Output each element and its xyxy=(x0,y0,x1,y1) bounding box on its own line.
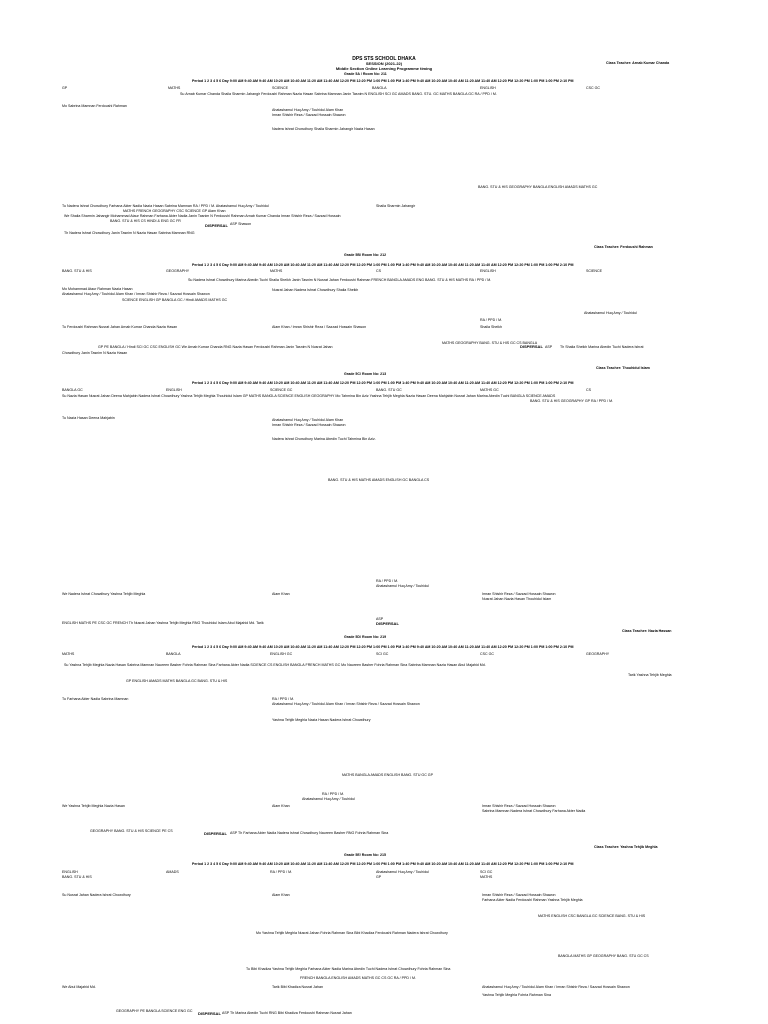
cell-text: ASP Shawon xyxy=(230,222,252,226)
cell-text: MATHS xyxy=(168,86,181,90)
cell-text: BANG. STU & HIS GEOGRAPHY BANGLA ENGLISH AMADS MATHS GC xyxy=(478,185,598,189)
cell-text: BANG. STU & HIS xyxy=(62,269,92,273)
grade-title-5a: Grade 5A / Room No: 211 xyxy=(344,72,387,76)
cell-text: GEOGRAPHY xyxy=(586,652,610,656)
grade-title-5d: Grade 5D/ Room No: 219 xyxy=(344,635,387,639)
thursday-row-5e: GEOGRAPHY PE BANGLA SCIENCE ENG GC xyxy=(116,1009,193,1013)
cell-text: CS xyxy=(376,269,381,273)
wednesday-row-5d: We Yashna Tehjib Meghla Nazia Hasan xyxy=(62,804,125,808)
grade-title-5b: Grade 5B/ Room No: 212 xyxy=(344,253,387,257)
cell-text: SCI GC xyxy=(376,652,389,656)
cell-text: Imran Shishir Reza / Sazzad Hossain Shawon xyxy=(482,893,556,897)
grade-title-5c: Grade 5C/ Room No: 213 xyxy=(344,372,387,376)
cell-text: MATHS xyxy=(270,269,283,273)
dispersal-5c: DISPERSAL xyxy=(376,621,399,626)
document-subtitle: Middle Section Online Learning Programme timing xyxy=(335,66,433,71)
cell-text: BANG. STU & HIS xyxy=(62,875,92,879)
cell-text: Tarik Bibi Khadiza Nusrat Jahan xyxy=(272,985,323,989)
cell-text: AMADS xyxy=(166,870,179,874)
class-teacher-5a: Class Teacher: Arnab Kumar Chanda xyxy=(606,61,670,65)
cell-text: Shaila Sheikh xyxy=(480,325,502,329)
cell-text: Ahatashamul Huq Amy / Touhidul Alam Khan xyxy=(272,108,344,112)
cell-text: Ahatashamul Huq Amy / Touhidul Alam Khan / Imran Shishir Reza / Sazzad Hossain Shawon xyxy=(62,292,210,296)
thursday-row-5d: GEOGRAPHY BANG. STU & HIS SCIENCE PE CS xyxy=(90,829,173,833)
cell-text: Imran Shishir Reza / Sazzad Hossain Shawon xyxy=(482,592,556,596)
cell-text: Nadera Ishrat Chowdhury Shaila Sharmin Jahangir Nazia Hasan xyxy=(272,127,375,131)
period-line-5b: Period 1 2 3 4 5 6 Day 9:00 AM 9:40 AM 9:40 AM 10:20 AM 10:40 AM 11:20 AM 11:40 AM 12:20 PM 12:20 PM 1:00 PM 1:00 PM 1:40 PM 9:40 AM 10:20 AM 10:40 AM 11:20 AM 11:40 AM 12:20 PM 12:20 PM 1:00 PM 1:00 PM 2:10 PM xyxy=(192,263,574,267)
cell-text: BANG. STU & HIS CS HINDI & ENG GC FR xyxy=(110,219,181,223)
tuesday-row-5d: Tu Farhana Akter Nadia Sabrina Mamnan xyxy=(62,697,129,701)
cell-text: ASP xyxy=(545,345,553,349)
cell-text: Tarik Yashna Tehjib Meghla xyxy=(628,673,672,677)
cell-text: Alam Khan xyxy=(272,592,290,596)
cell-text: BANG. STU GC xyxy=(376,388,402,392)
cell-text: MATHS GC xyxy=(480,388,499,392)
grade-title-5e: Grade 5E/ Room No: 215 xyxy=(344,853,386,857)
cell-text: RA / PPD / M. xyxy=(272,697,295,701)
cell-text: RA / PPD / M. xyxy=(376,579,399,583)
cell-text: MATHS ENGLISH CSC BANGLA GC SCIENCE BANG. STU & HIS xyxy=(538,914,646,918)
cell-text: BANGLA GC xyxy=(62,388,83,392)
cell-text: SCIENCE GC xyxy=(270,388,293,392)
class-teacher-5d: Class Teacher: Nazia Hassan xyxy=(622,629,672,633)
sunday-row-5a: Su Arnab Kumar Chanda Shaila Sharmin Jahangir Ferdoushi Rahman Nazia Hasan Sabrina Mamnan Janin Tasnim N ENGLISH SCI GC AMADS BANG. STU. GC MATHS BANGLA GC RA / PPD / M. xyxy=(180,92,497,96)
thursday-row-5c: ENGLISH MATHS PE CSC GC FRENCH Th Nusrat Jahan Yashna Tehjib Meghla RNG Thouhidul Islam Abul Majahid Md. Tarik xyxy=(62,621,264,625)
cell-text: FRENCH BANGLA ENGLISH AMADS MATHS GC CS GC RA / PPD / M. xyxy=(300,976,416,980)
cell-text: Imran Shishir Reza / Sazzad Hossain Shawon xyxy=(482,804,556,808)
school-name: DPS STS SCHOOL DHAKA xyxy=(352,56,416,62)
cell-text: RA / PPD / M. xyxy=(480,318,503,322)
dispersal-5b: DISPERSAL xyxy=(520,344,543,349)
cell-text: Ahatashamul Huq Amy / Touhidul Alam Khan / Imran Shishir Reza / Sazzad Hossain Shawon xyxy=(272,702,420,706)
cell-text: SCIENCE xyxy=(586,269,602,273)
sunday-row-5b: Su Nadera Ishrat Chowdhury Marina Abedin Tuchi Shaila Sheikh Janin Tasnim N Nusrat Jahan Ferdoushi Rahman FRENCH BANGLA AMADS ENG BANG. STU & HIS MATHS RA / PPD / M. xyxy=(188,278,492,282)
cell-text: Imran Shishir Reza / Sazzad Hossain Shawon xyxy=(272,423,346,427)
cell-text: Alam Khan / Imran Shishir Reza / Sazzad Hossain Shawon xyxy=(272,325,367,329)
cell-text: CSC GC xyxy=(586,86,600,90)
cell-text: MATHS FRENCH GEOGRAPHY CSC SCIENCE GP Alam Khan xyxy=(123,209,226,213)
cell-text: Ahatashamul Huq Amy / Touhidul xyxy=(584,311,637,315)
class-teacher-5c: Class Teacher: Thouhidul Islam xyxy=(596,366,650,370)
cell-text: Ahatashamul Huq Amy / Touhidul Alam Khan / Imran Shishir Reza / Sazzad Hossain Shawon xyxy=(482,985,630,989)
session-label: SESSION (2021-22) xyxy=(365,61,403,66)
cell-text: ASP Th Marina Abedin Tuchi RNG Bibi Khadiza Ferdoushi Rahman Nusrat Jahan xyxy=(222,1011,352,1015)
tuesday-row-5c: Tu Nazia Hasan Deena Mahjabin xyxy=(62,416,115,420)
cell-text: Imran Shishir Reza / Sazzad Hossain Shawon xyxy=(272,113,346,117)
cell-text: Ahatashamul Huq Amy / Touhidul Alam Khan xyxy=(272,418,344,422)
cell-text: MATHS xyxy=(480,875,493,879)
dispersal-5e: DISPERSAL xyxy=(198,1011,221,1016)
cell-text: ENGLISH GC xyxy=(270,652,293,656)
cell-text: ENGLISH xyxy=(480,269,496,273)
wednesday-row-5c: We Nadera Ishrat Chowdhury Yashna Tehjib Meghla xyxy=(62,592,146,596)
cell-text: MATHS BANGLA AMADS ENGLISH BANG. STU GC GP xyxy=(342,773,433,777)
cell-text: RA / PPD / M. xyxy=(270,870,293,874)
cell-text: CSC GC xyxy=(480,652,494,656)
cell-text: Alam Khan xyxy=(272,804,290,808)
period-line-5c: Period 1 2 3 4 5 6 Day 9:00 AM 9:40 AM 9:40 AM 10:20 AM 10:40 AM 11:20 AM 11:40 AM 12:20 PM 12:20 PM 1:00 PM 1:00 PM 1:40 PM 9:40 AM 10:20 AM 10:40 AM 11:20 AM 11:40 AM 12:20 PM 12:20 PM 1:00 PM 1:00 PM 2:10 PM xyxy=(192,381,574,385)
cell-text: MATHS xyxy=(62,652,75,656)
sunday-row-5e: Su Nusrat Jahan Nadera Ishrat Chowdhury xyxy=(62,893,131,897)
monday-row-5a: Mo Sabrina Mamnan Ferdoushi Rahman xyxy=(62,104,127,108)
thursday-row-5a: Th Nadera Ishrat Chowdhury Janin Tasnim N Nazia Hasan Sabrina Mamnan RNG xyxy=(64,231,195,235)
cell-text: Yashna Tehjib Meghla Fohria Rahman Sina xyxy=(482,993,551,997)
cell-text: ASP Th Farhana Akter Nadia Nadera Ishrat Chowdhury Naureen Basher RNG Fohria Rahman Sina xyxy=(230,831,389,835)
cell-text: Ahatashamul Huq Amy / Touhidul xyxy=(302,797,355,801)
cell-text: BANGLA MATHS GP GEOGRAPHY BANG. STU GC CS xyxy=(558,954,649,958)
cell-text: BANG. STU & HIS GEOGRAPHY GP RA / PPD / M. xyxy=(530,399,614,403)
cell-text: CS xyxy=(586,388,591,392)
cell-text: BANGLA xyxy=(166,652,181,656)
cell-text: Alam Khan xyxy=(272,893,290,897)
period-line-5d: Period 1 2 3 4 5 6 Day 9:00 AM 9:40 AM 9:40 AM 10:20 AM 10:40 AM 11:20 AM 11:40 AM 12:20 PM 12:20 PM 1:00 PM 1:00 PM 1:40 PM 9:40 AM 10:20 AM 10:40 AM 11:20 AM 11:40 AM 12:20 PM 12:20 PM 1:00 PM 1:00 PM 2:10 PM xyxy=(192,645,574,649)
thursday-row-5b: Th Shaila Sheikh Marina Abedin Tuchi Nadera Ishrat xyxy=(560,345,644,349)
dispersal-5a: DISPERSAL xyxy=(205,223,228,228)
period-line-5a: Period 1 2 3 4 5 6 Day 9:00 AM 9:40 AM 9:40 AM 10:20 AM 10:40 AM 11:20 AM 11:40 AM 12:20 PM 12:20 PM 1:00 PM 1:00 PM 1:40 PM 9:40 AM 10:20 AM 10:40 AM 11:20 AM 11:40 AM 12:20 PM 12:20 PM 1:00 PM 1:00 PM 2:10 PM xyxy=(192,79,574,83)
cell-text: GP xyxy=(376,875,382,879)
cell-text: BANGLA xyxy=(372,86,387,90)
cell-text: Ahatashamul Huq Amy / Touhidul xyxy=(376,584,429,588)
cell-text: GP ENGLISH AMADS MATHS BANGLA GC BANG. STU & HIS xyxy=(126,679,228,683)
cell-text: SCI GC xyxy=(480,870,493,874)
cell-text: RA / PPD / M. xyxy=(322,792,345,796)
cell-text: MATHS GEOGRAPHY BANG. STU & HIS GC CS BANGLA xyxy=(442,341,538,345)
cell-text: Shaila Sharmin Jahangir xyxy=(376,204,416,208)
wednesday-row-5b: GP PE BANGLA / Hindi SCI GC CSC ENGLISH GC We Arnab Kumar Chanda RNG Nazia Hasan Ferdoushi Rahman Janin Tasnim N Nusrat Jahan xyxy=(98,345,333,349)
wednesday-row-5a: We Shaila Sharmin Jahangir Mohammad Ataur Rahman Farhana Akter Nadia Janin Tasnim N Ferdoushi Rahman Arnab Kumar Chanda Imran Shishir Reza / Sazzad Hossain xyxy=(64,214,341,218)
cell-text: Farhana Akter Nadia Ferdoushi Rahman Yashna Tehjib Meghla xyxy=(482,898,583,902)
period-line-5e: Period 1 2 3 4 5 6 Day 9:00 AM 9:40 AM 9:40 AM 10:20 AM 10:40 AM 11:20 AM 11:40 AM 12:20 PM 12:20 PM 1:00 PM 1:00 PM 1:40 PM 9:40 AM 10:20 AM 10:40 AM 11:20 AM 11:40 AM 12:20 PM 12:20 PM 1:00 PM 1:00 PM 2:10 PM xyxy=(192,862,574,866)
tuesday-row-5b: Tu Ferdoushi Rahman Nusrat Jahan Arnab Kumar Chanda Nazia Hasan xyxy=(62,325,178,329)
class-teacher-5b: Class Teacher: Ferdoushi Rahman xyxy=(594,245,653,249)
cell-text: ASP xyxy=(376,617,384,621)
cell-text: Ahatashamul Huq Amy / Touhidul xyxy=(376,870,429,874)
cell-text: SCIENCE xyxy=(272,86,288,90)
monday-row-5e: Mo Yashna Tehjib Meghla Nusrat Jahan Fohria Rahman Sina Bibi Khadiza Ferdoushi Rahman Nadera Ishrat Chowdhury xyxy=(256,931,448,935)
cell-text: GP xyxy=(62,86,68,90)
cell-text: Nusrat Jahan Nadera Ishrat Chowdhury Shaila Sheikh xyxy=(272,288,359,292)
sunday-row-5c: Su Nazia Hasan Nusrat Jahan Deena Mahjabin Nadera Ishrat Chowdhury Yashna Tehjib Meghla Thouhidul Islam GP MATHS BANGLA SCIENCE ENGLISH GEOGRAPHY Mo Tahmina Bin Aziz Yashna Tehjib Meghla Nazia Hasan Deena Mahjabin Nusrat Jahan Marina Abedin Tuchi BANGLA SCIENCE AMADS xyxy=(62,394,556,398)
cell-text: Sabrina Mamnan Nadera Ishrat Chowdhury Farhana Akter Nadia xyxy=(482,809,586,813)
cell-text: BANG. STU & HIS MATHS AMADS ENGLISH GC BANGLA CS xyxy=(328,478,430,482)
cell-text: Yashna Tehjib Meghla Nazia Hasan Nadera Ishrat Chowdhury xyxy=(272,718,371,722)
cell-text: Nadera Ishrat Chowdhury Marina Abedin Tuchi Tahmina Bin Aziz. xyxy=(272,437,376,441)
cell-text: Nusrat Jahan Nazia Hasan Thouhidul Islam xyxy=(482,597,552,601)
cell-text: ENGLISH xyxy=(62,870,78,874)
tuesday-row-5a: Tu Nadera Ishrat Chowdhury Farhana Akter Nadia Nazia Hasan Sabrina Mamnan RA / PPD / M. Ahatashamul Huq Amy / Touhidul xyxy=(62,204,269,208)
tuesday-row-5e: Tu Bibi Khadiza Yashna Tehjib Meghla Farhana Akter Nadia Marina Abedin Tuchi Nadera Ishrat Chowdhury Fohria Rahman Sina xyxy=(246,967,451,971)
dispersal-5d: DISPERSAL xyxy=(204,831,227,836)
class-teacher-5e: Class Teacher: Yashna Tehjib Meghla xyxy=(594,845,658,849)
cell-text: ENGLISH xyxy=(166,388,182,392)
cell-text: Chowdhury Janin Tasnim N Nazia Hasan xyxy=(62,351,128,355)
cell-text: ENGLISH xyxy=(480,86,496,90)
monday-row-5b: Mo Mohammad Ataur Rahman Nazia Hasan xyxy=(62,287,133,291)
wednesday-row-5e: We Abul Majahid Md. xyxy=(62,985,96,989)
sunday-row-5d: Su Yashna Tehjib Meghla Nazia Hasan Sabrina Mamnan Naureen Basher Fohria Rahman Sina Farhana Akter Nadia SCIENCE CS ENGLISH BANGLA FRENCH MATHS GC Mo Naureen Basher Fohria Rahman Sina Sabrina Mamnan Nazia Hasan Abul Majahid Md. xyxy=(64,663,486,667)
cell-text: SCIENCE ENGLISH GP BANGLA GC / Hindi AMADS MATHS GC xyxy=(122,298,228,302)
cell-text: GEOGRAPHY xyxy=(166,269,190,273)
